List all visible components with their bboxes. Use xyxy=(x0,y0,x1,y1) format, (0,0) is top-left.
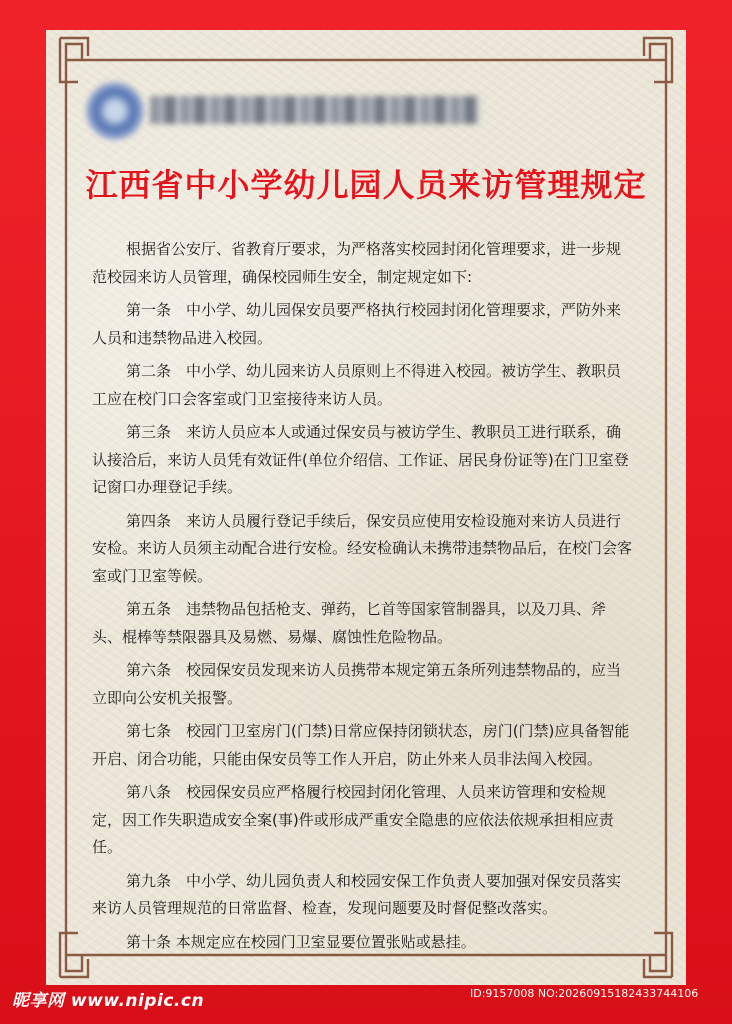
document-title: 江西省中小学幼儿园人员来访管理规定 xyxy=(85,166,647,204)
article-3: 第三条 来访人员应本人或通过保安员与被访学生、教职员工进行联系，确认接洽后，来访人员凭有效证件(单位介绍信、工作证、居民身份证等)在门卫室登记窗口办理登记手续。 xyxy=(92,423,629,496)
article-5: 第五条 违禁物品包括枪支、弹药，匕首等国家管制器具，以及刀具、斧头、棍棒等禁限器具及易燃、易爆、腐蚀性危险物品。 xyxy=(92,600,607,646)
article-2: 第二条 中小学、幼儿园来访人员原则上不得进入校园。被访学生、教职员工应在校门口会客室或门卫室接待来访人员。 xyxy=(92,362,622,408)
article-6: 第六条 校园保安员发现来访人员携带本规定第五条所列违禁物品的，应当立即向公安机关报警。 xyxy=(92,661,622,707)
emblem-icon xyxy=(86,82,144,140)
watermark-logo: 昵享网 www.nipic.cn xyxy=(12,991,205,1011)
image-id-text: ID:9157008 NO:20260915182433744106 xyxy=(470,987,699,1000)
article-8: 第八条 校园保安员应严格履行校园封闭化管理、人员来访管理和安检规定，因工作失职造成安全案(事)件或形成严重安全隐患的应依法依规承担相应责任。 xyxy=(92,783,614,856)
regulation-body xyxy=(92,236,632,962)
article-1: 第一条 中小学、幼儿园保安员要严格执行校园封闭化管理要求，严防外来人员和违禁物品进入校园。 xyxy=(92,301,622,347)
blurred-emblem-banner xyxy=(86,82,486,140)
article-4: 第四条 来访人员履行登记手续后，保安员应使用安检设施对来访人员进行安检。来访人员须主动配合进行安检。经安检确认未携带违禁物品后，在校门会客室或门卫室等候。 xyxy=(92,511,633,585)
article-9: 第九条 中小学、幼儿园负责人和校园安保工作负责人要加强对保安员落实来访人员管理规范的日常监督、检查，发现问题要及时督促整改落实。 xyxy=(92,871,622,917)
intro-paragraph: 根据省公安厅、省教育厅要求，为严格落实校园封闭化管理要求，进一步规范校园来访人员管理，确保校园师生安全，制定规定如下: xyxy=(92,240,622,286)
article-7: 第七条 校园门卫室房门(门禁)日常应保持闭锁状态，房门(门禁)应具备智能开启、闭合功能，只能由保安员等工作人开启，防止外来人员非法闯入校园。 xyxy=(92,722,630,768)
blurred-banner-text xyxy=(150,96,480,124)
article-10: 第十条 本规定应在校园门卫室显要位置张贴或悬挂。 xyxy=(126,932,476,951)
